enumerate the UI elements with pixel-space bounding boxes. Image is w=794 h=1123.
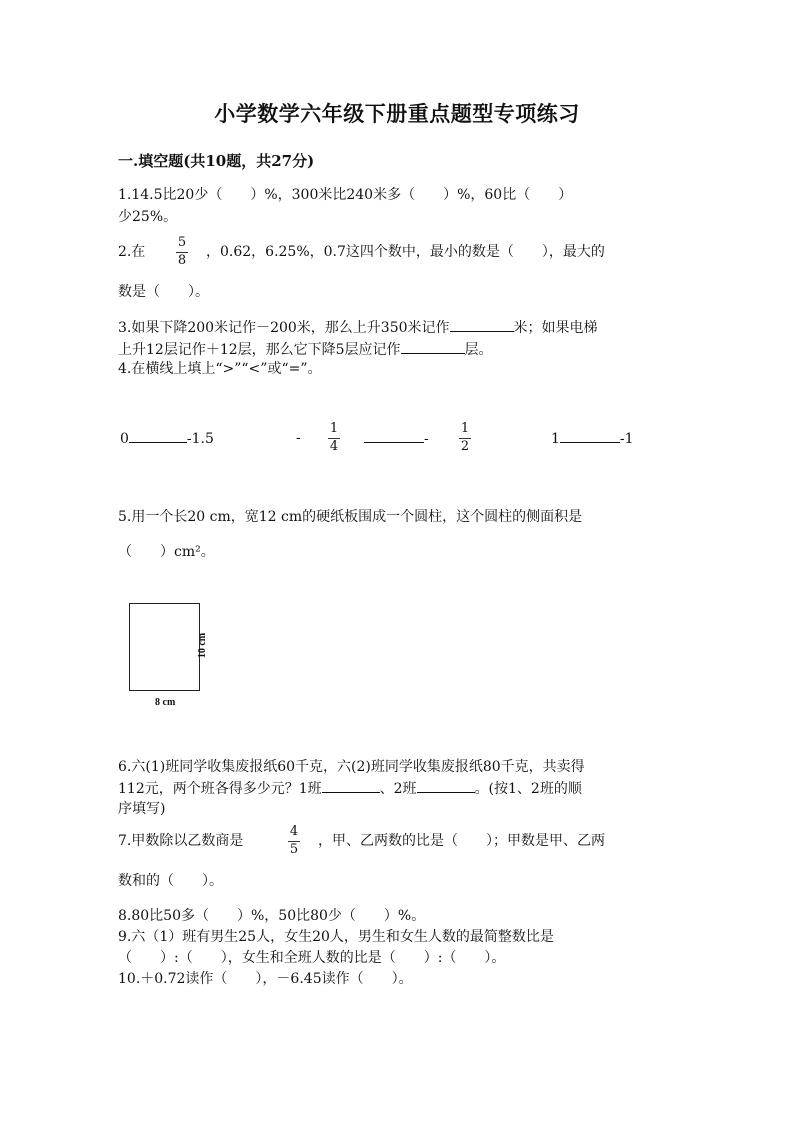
q7-suffix: ，甲、乙两数的比是（ ）；甲数是甲、乙两 [318,833,605,849]
q4-item3 [551,428,634,449]
answer-blank[interactable] [129,428,187,443]
q2-prefix: 2.在 [118,244,146,260]
q4-item2-blank-wrap [364,428,429,449]
answer-blank[interactable] [364,428,424,443]
answer-blank[interactable] [322,778,380,793]
answer-blank[interactable] [417,778,475,793]
q3-line2-a: 上升12层记作＋12层，那么它下降5层应记作 [118,342,401,358]
q4-fraction-2 [457,422,473,455]
answer-blank[interactable] [450,317,514,332]
q4-text: 4.在横线上填上“>”“<”或“=”。 [118,361,322,377]
q6-line3: 序填写) [118,801,166,817]
q7-fraction [286,825,302,858]
q4-item1-left: 0 [120,431,129,447]
q5-line1: 5.用一个长20 cm，宽12 cm的硬纸板围成一个圆柱，这个圆柱的侧面积是 [118,509,583,525]
q4-item2-minus2: - [424,431,429,447]
answer-blank[interactable] [401,339,465,354]
q4-item1 [120,428,214,449]
q4-item2-minus1: - [296,430,301,446]
answer-blank[interactable] [560,428,620,443]
q8-text: 8.80比50多（ ）%，50比80少（ ）%。 [118,908,426,924]
q7-frac-num: 4 [289,824,299,839]
q4-frac1-num: 1 [329,421,339,436]
q6-line2-a: 112元，两个班各得多少元？1班 [118,781,322,797]
q2-frac-den: 8 [177,253,187,268]
q7-prefix: 7.甲数除以乙数商是 [118,833,244,849]
q3-line1 [118,317,598,338]
q2-line2: 数是（ ）。 [118,284,209,300]
q3-line1-b: 米；如果电梯 [513,320,598,336]
page-title: 小学数学六年级下册重点题型专项练习 [214,101,580,126]
q6-line2-b: 、2班 [379,781,417,797]
q7-line2: 数和的（ ）。 [118,873,223,889]
q2-suffix: ，0.62，6.25%，0.7这四个数中，最小的数是（ ），最大的 [206,244,605,260]
q9-line1: 9.六（1）班有男生25人，女生20人，男生和女生人数的最简整数比是 [118,929,554,945]
q6-line1: 6.六(1)班同学收集废报纸60千克，六(2)班同学收集废报纸80千克，共卖得 [118,759,585,775]
q4-item3-left: 1 [551,431,560,447]
q4-frac1-den: 4 [329,439,339,454]
q2-frac-num: 5 [177,235,187,250]
q6-line2 [118,778,582,799]
q1-line1: 1.14.5比20少（ ）%，300米比240米多（ ）%，60比（ ） [118,187,573,203]
q3-line2-b: 层。 [464,342,493,358]
q3-line2 [118,339,493,360]
q2-fraction [174,236,190,269]
rectangle-figure [129,603,200,691]
q4-item1-right: -1.5 [186,431,214,447]
q4-fraction-1 [326,422,342,455]
section-heading: 一.填空题(共10题，共27分) [118,152,315,170]
q7-frac-den: 5 [289,842,299,857]
q6-line2-c: 。(按1、2班的顺 [474,781,582,797]
q3-line1-a: 3.如果下降200米记作－200米，那么上升350米记作 [118,320,450,336]
q1-line2: 少25%。 [118,209,178,225]
q5-line2: （ ）cm²。 [118,544,215,560]
q4-frac2-den: 2 [460,439,470,454]
q9-line2: （ ）:（ ），女生和全班人数的比是（ ）:（ ）。 [118,950,506,966]
q4-item3-right: -1 [619,431,634,447]
q10-text: 10.＋0.72读作（ ），－6.45读作（ ）。 [118,971,413,987]
width-label: 8 cm [155,697,176,708]
height-label: 10 cm [197,632,209,659]
q4-frac2-num: 1 [460,421,470,436]
